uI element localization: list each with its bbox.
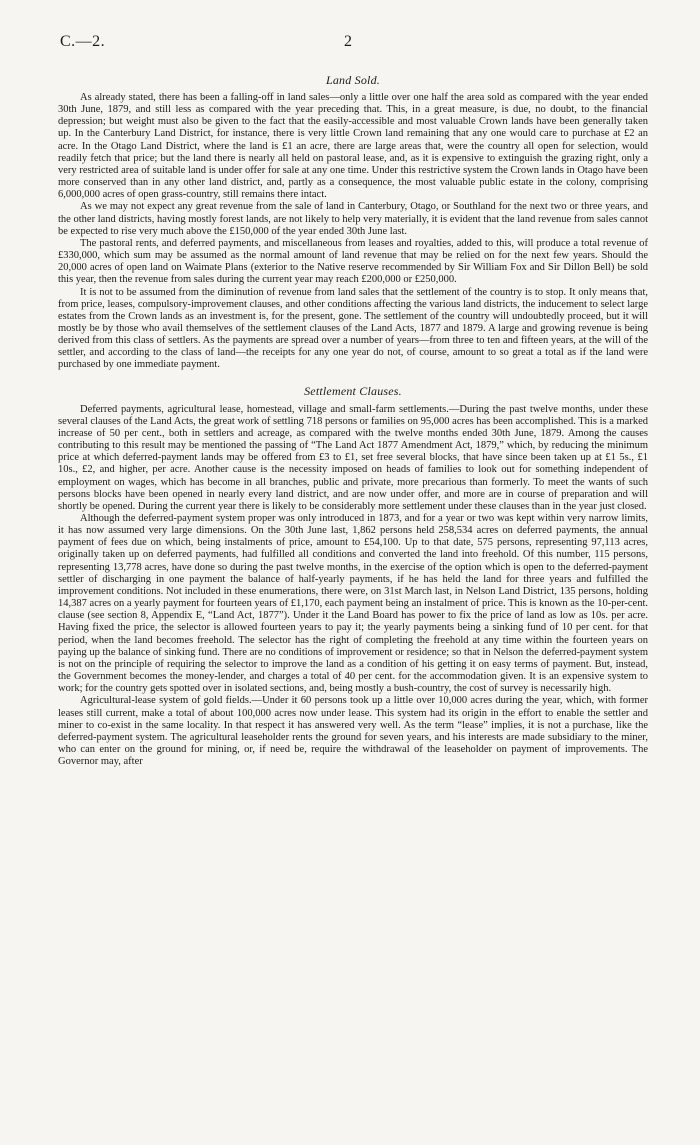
section-title-settlement-clauses: Settlement Clauses. xyxy=(304,383,402,398)
paragraph: It is not to be assumed from the diminution of revenue from land sales that the settlement of the country is to stop. It only means that, from price, leases, compulsory-improvement clauses, and other conditions affecting the various land districts, the inducement to select large estates from the Crown lands as an investment is, for the present, gone. The settlement of the country will undoubtedly proceed, but it will mostly be by those who avail themselves of the settlement clauses of the Land Acts, 1877 and 1879. A large and growing revenue is being derived from this class of settlers. As the payments are spread over a number of years—from three to ten and fifteen years, at the will of the settler, and according to the class of land—the receipts for any one year do not, of course, amount to so great a total as if the land were purchased by one immediate payment. xyxy=(58,286,648,371)
page-header xyxy=(58,33,648,59)
paragraph: As we may not expect any great revenue from the sale of land in Canterbury, Otago, or Southland for the next two or three years, and the other land districts, having mostly forest lands, are not likely to help very materially, it is evident that the land revenue from sales cannot be expected to rise very much above the £150,000 of the year ended 30th June last. xyxy=(58,201,648,237)
paragraph: Agricultural-lease system of gold fields.—Under it 60 persons took up a little over 10,000 acres during the year, which, with former leases still current, make a total of about 100,000 acres now under lease. This system had its origin in the effort to enable the settler and miner to co-exist in the same locality. In that respect it has answered very well. As the term “lease” implies, it is not a purchase, like the deferred-payment system. The agricultural leaseholder rents the ground for seven years, and his interests are made subsidiary to the miner, who can enter on the ground for mining, or, if need be, require the withdrawal of the leaseholder on payment of improvements. The Governor may, after xyxy=(58,695,648,768)
paragraph: Although the deferred-payment system proper was only introduced in 1873, and for a year or two was kept within very narrow limits, it has now assumed very large dimensions. On the 30th June last, 1,862 persons held 258,534 acres on deferred payments, the annual payment of fees due on which, being instalments of price, amount to £54,100. Up to that date, 575 persons, representing 97,113 acres, originally taken up on deferred payments, had fulfilled all conditions and converted the land into freehold. Of this number, 115 persons, representing 13,778 acres, have done so during the past twelve months, in the exercise of the option which is open to the deferred-payment settler of discharging in one payment the balance of half-yearly payments, if he has held the land for three years and fulfilled the improvement conditions. Not included in these enumerations, there were, on 31st March last, in Nelson Land District, 135 persons, holding 14,387 acres on a yearly payment for fourteen years of £1,170, each payment being an instalment of price. This is known as the 10-per-cent. clause (see section 8, Appendix E, “Land Act, 1877”). Under it the Land Board has power to fix the price of land as low as 10s. per acre. Having fixed the price, the selector is allowed fourteen years to pay it; the yearly payments being a sinking fund of 10 per cent. for that period, when the land becomes freehold. The selector has the right of completing the freehold at any time within the fourteen years on paying up the balance of sinking fund. There are no conditions of improvement or residence; so that in Nelson the deferred-payment system is not on the principle of requiring the selector to improve the land as a condition of his getting it on easy terms of payment. But, instead, the Government becomes the money-lender, and charges a total of 40 per cent. for the accommodation given. It is an expensive system to work; for the country gets spotted over in isolated sections, and, being mostly a bush-country, the cost of survey is necessarily high. xyxy=(58,513,648,695)
page-number: 2 xyxy=(344,33,353,50)
paragraph: As already stated, there has been a falling-off in land sales—only a little over one half the area sold as compared with the year ended 30th June, 1879, and still less as compared with the year preceding that. This, in a great measure, is due, no doubt, to the financial depression; but weight must also be given to the fact that the easily-accessible and most valuable Crown lands have been generally taken up. In the Canterbury Land District, for instance, there is very little Crown land remaining that any one would care to purchase at £2 an acre. In the Otago Land District, where the land is £1 an acre, there are large areas that, were the country all open for selection, would readily fetch that price; but the land there is nearly all held on pastoral lease, and, as it is expensive to extinguish the grazing right, only a very restricted area of suitable land is under offer for sale at any one time. Under this restrictive system the Crown lands in Otago have been more conserved than in any other land district, and, partly as a consequence, the most valuable public estate in the colony, comprising 6,000,000 acres of open grass-country, still remains there intact. xyxy=(58,92,648,201)
paragraph: Deferred payments, agricultural lease, homestead, village and small-farm settlements.—During the past twelve months, under these several clauses of the Land Acts, the great work of settling 718 persons or families on 95,000 acres has been accomplished. This is a marked increase of 50 per cent., both in settlers and acreage, as compared with the twelve months ended 30th June, 1879. Among the causes contributing to this result may be mentioned the passing of “The Land Act 1877 Amendment Act, 1879,” which, by reducing the minimum price at which deferred-payment lands may be offered from £3 to £1, set free several blocks, that have since been taken up at £1 5s., £1 10s., £2, and higher, per acre. Another cause is the necessity imposed on heads of families to look out for something independent of employment on wages, which has become in all branches, public and private, more precarious than formerly. To meet the wants of such persons blocks have been opened in nearly every land district, and are now under offer, and more are in course of preparation and will shortly be opened. During the current year there is likely to be considerably more settlement under these clauses than in the year just closed. xyxy=(58,403,648,512)
document-reference: C.—2. xyxy=(60,33,106,50)
section-title-land-sold: Land Sold. xyxy=(325,73,380,87)
paragraph: The pastoral rents, and deferred payments, and miscellaneous from leases and royalties, added to this, will produce a total revenue of £330,000, which sum may be assumed as the normal amount of land revenue that may be relied on for the next few years. Should the 20,000 acres of open land on Waimate Plans (exterior to the Native reserve recommended by Sir William Fox and Sir Dillon Bell) be sold this year, then the revenue from sales during the current year may reach £200,000 or £250,000. xyxy=(58,237,648,286)
